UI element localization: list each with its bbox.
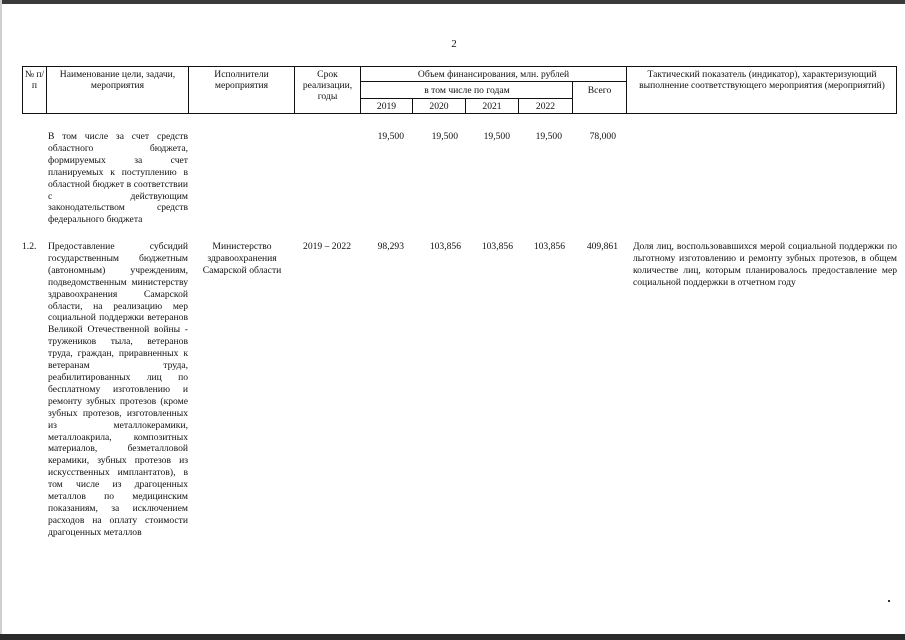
header-col-executor: Исполнители мероприятия: [214, 69, 269, 91]
header-col-indicator: Тактический показатель (индикатор), характеризующий выполнение соответствующего мероприятия (мероприятий): [639, 69, 885, 91]
page-number: 2: [451, 38, 457, 50]
row-1-value-2019: 19,500: [377, 131, 404, 142]
header-year-2019: 2019: [376, 101, 397, 112]
header-bottom-rule: [22, 113, 897, 114]
header-top-rule: [22, 66, 897, 67]
vline-3: [294, 66, 295, 114]
table-header: [22, 66, 897, 114]
row-2-value-2019: 98,293: [377, 241, 404, 252]
scan-left-edge: [0, 0, 2, 640]
header-col-name: Наименование цели, задачи, мероприятия: [59, 69, 176, 91]
scan-bottom-border: [0, 634, 905, 640]
header-year-2021: 2021: [482, 101, 502, 112]
row-2-value-2021: 103,856: [481, 241, 513, 252]
years-subrule: [360, 98, 572, 99]
vline-10: [896, 66, 897, 114]
vline-1: [46, 66, 47, 114]
row-2-total: 409,861: [586, 241, 618, 252]
header-col-financing: Объем финансирования, млн. рублей: [417, 69, 570, 80]
vline-9: [626, 66, 627, 114]
row-2-name: Предоставление субсидий государственным бюджетным (автономным) учреждениям, подведомственным министерству здравоохранения Самарской области, на реализацию мер социальной поддержки ветеранов Великой Отечественной войны - тружеников тыла, ветеранов труда, граждан, приравненных к ветеранам труда, реабилитированных лиц по бесплатному изготовлению и ремонту зубных протезов (кроме зубных протезов, изготовленных из металлокерамики, металлоакрила, композитных материалов, безметалловой керамики, зубных протезов из искусственных имплантатов), в том числе из драгоценных металлов по медицинским показаниям, за исключением расходов на оплату стоимости драгоценных металлов: [48, 241, 188, 538]
row-2-value-2022: 103,856: [533, 241, 565, 252]
row-2-number: 1.2.: [22, 241, 37, 252]
header-col-total: Всего: [587, 85, 612, 96]
row-2-value-2020: 103,856: [429, 241, 461, 252]
scan-top-border: [0, 0, 905, 4]
row-1-value-2022: 19,500: [535, 131, 562, 142]
header-col-by-year: в том числе по годам: [424, 85, 510, 96]
row-1-total: 78,000: [589, 131, 616, 142]
header-year-2020: 2020: [429, 101, 449, 112]
row-2-term: 2019 – 2022: [303, 241, 351, 252]
header-year-2022: 2022: [535, 101, 556, 112]
row-1-value-2020: 19,500: [431, 131, 458, 142]
financing-subrule: [360, 81, 626, 82]
vline-2: [188, 66, 189, 114]
header-col-term: Срок реализации, годы: [302, 69, 353, 102]
header-col-num: № п/п: [24, 69, 45, 91]
row-2-executor: Министерство здравоохранения Самарской области: [202, 241, 282, 276]
scan-speck: [888, 600, 890, 602]
row-1-value-2021: 19,500: [483, 131, 510, 142]
row-2-indicator: Доля лиц, воспользовавшихся мерой социальной поддержки по льготному изготовлению и ремонту зубных протезов, в общем количестве лиц, которым планировалось предоставление мер социальной поддержки в отчетном году: [633, 241, 897, 288]
row-1-name: В том числе за счет средств областного бюджета, формируемых за счет планируемых к поступлению в областной бюджет в соответствии с действующим законодательством средств федерального бюджета: [48, 131, 188, 226]
